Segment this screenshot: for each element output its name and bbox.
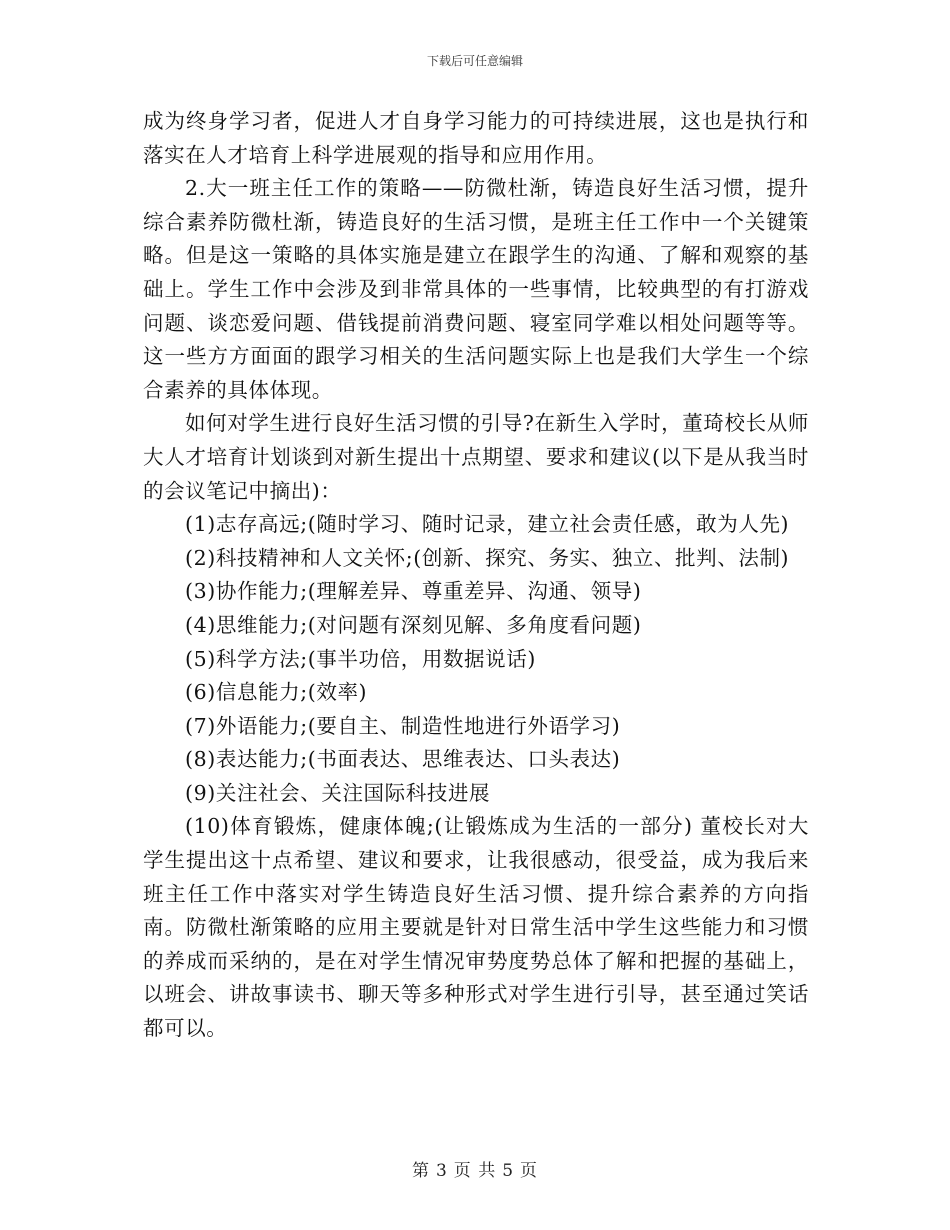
list-item-7: (7)外语能力;(要自主、制造性地进行外语学习) [185, 713, 621, 738]
list-item-1: (1)志存高远;(随时学习、随时记录，建立社会责任感，敢为人先) [185, 512, 790, 537]
paragraph-strategy: 2.大一班主任工作的策略——防微杜渐，铸造良好生活习惯，提升综合素养防微杜渐，铸造良好的生活习惯，是班主任工作中一个关键策略。但是这一策略的具体实施是建立在跟学生的沟通、了解和观察的基础上。学生工作中会涉及到非常具体的一些事情，比较典型的有打游戏问题、谈恋爱问题、借钱提前消费问题、寝室同学难以相处问题等等。这一些方方面面的跟学习相关的生活问题实际上也是我们大学生一个综合素养的具体体现。 [143, 176, 809, 402]
total-pages: 5 [502, 1161, 515, 1181]
page-number: 3 [435, 1161, 448, 1181]
footer-prefix: 第 [411, 1161, 430, 1181]
footer-suffix: 页 [520, 1161, 539, 1181]
page-footer [0, 1156, 950, 1181]
paragraph-guidance: 如何对学生进行良好生活习惯的引导?在新生入学时，董琦校长从师大人才培育计划谈到对新生提出十点期望、要求和建议(以下是从我当时的会议笔记中摘出)： [143, 411, 809, 503]
list-item-10: (10)体育锻炼，健康体魄;(让锻炼成为生活的一部分) 董校长对大学生提出这十点希望、建议和要求，让我很感动，很受益，成为我后来班主任工作中落实对学生铸造良好生活习惯、提升综合素养的方向指南。防微杜渐策略的应用主要就是针对日常生活中学生这些能力和习惯的养成而采纳的，是在对学生情况审势度势总体了解和把握的基础上，以班会、讲故事读书、聊天等多种形式对学生进行引导，甚至通过笑话都可以。 [143, 814, 809, 1041]
list-item-8: (8)表达能力;(书面表达、思维表达、口头表达) [185, 747, 621, 772]
page-header: 下载后可任意编辑 [426, 54, 523, 68]
paragraph-continuation: 成为终身学习者，促进人才自身学习能力的可持续进展，这也是执行和落实在人才培育上科学进展观的指导和应用作用。 [143, 109, 809, 167]
list-item-9: (9)关注社会、关注国际科技进展 [185, 780, 491, 805]
list-item-6: (6)信息能力;(效率) [185, 680, 368, 705]
list-item-5: (5)科学方法;(事半功倍，用数据说话) [185, 646, 536, 671]
document-body [143, 105, 809, 1046]
list-item-4: (4)思维能力;(对问题有深刻见解、多角度看问题) [185, 612, 642, 637]
list-item-3: (3)协作能力;(理解差异、尊重差异、沟通、领导) [185, 579, 642, 604]
list-item-2: (2)科技精神和人文关怀;(创新、探究、务实、独立、批判、法制) [185, 545, 790, 570]
footer-middle: 页 共 [453, 1161, 497, 1181]
